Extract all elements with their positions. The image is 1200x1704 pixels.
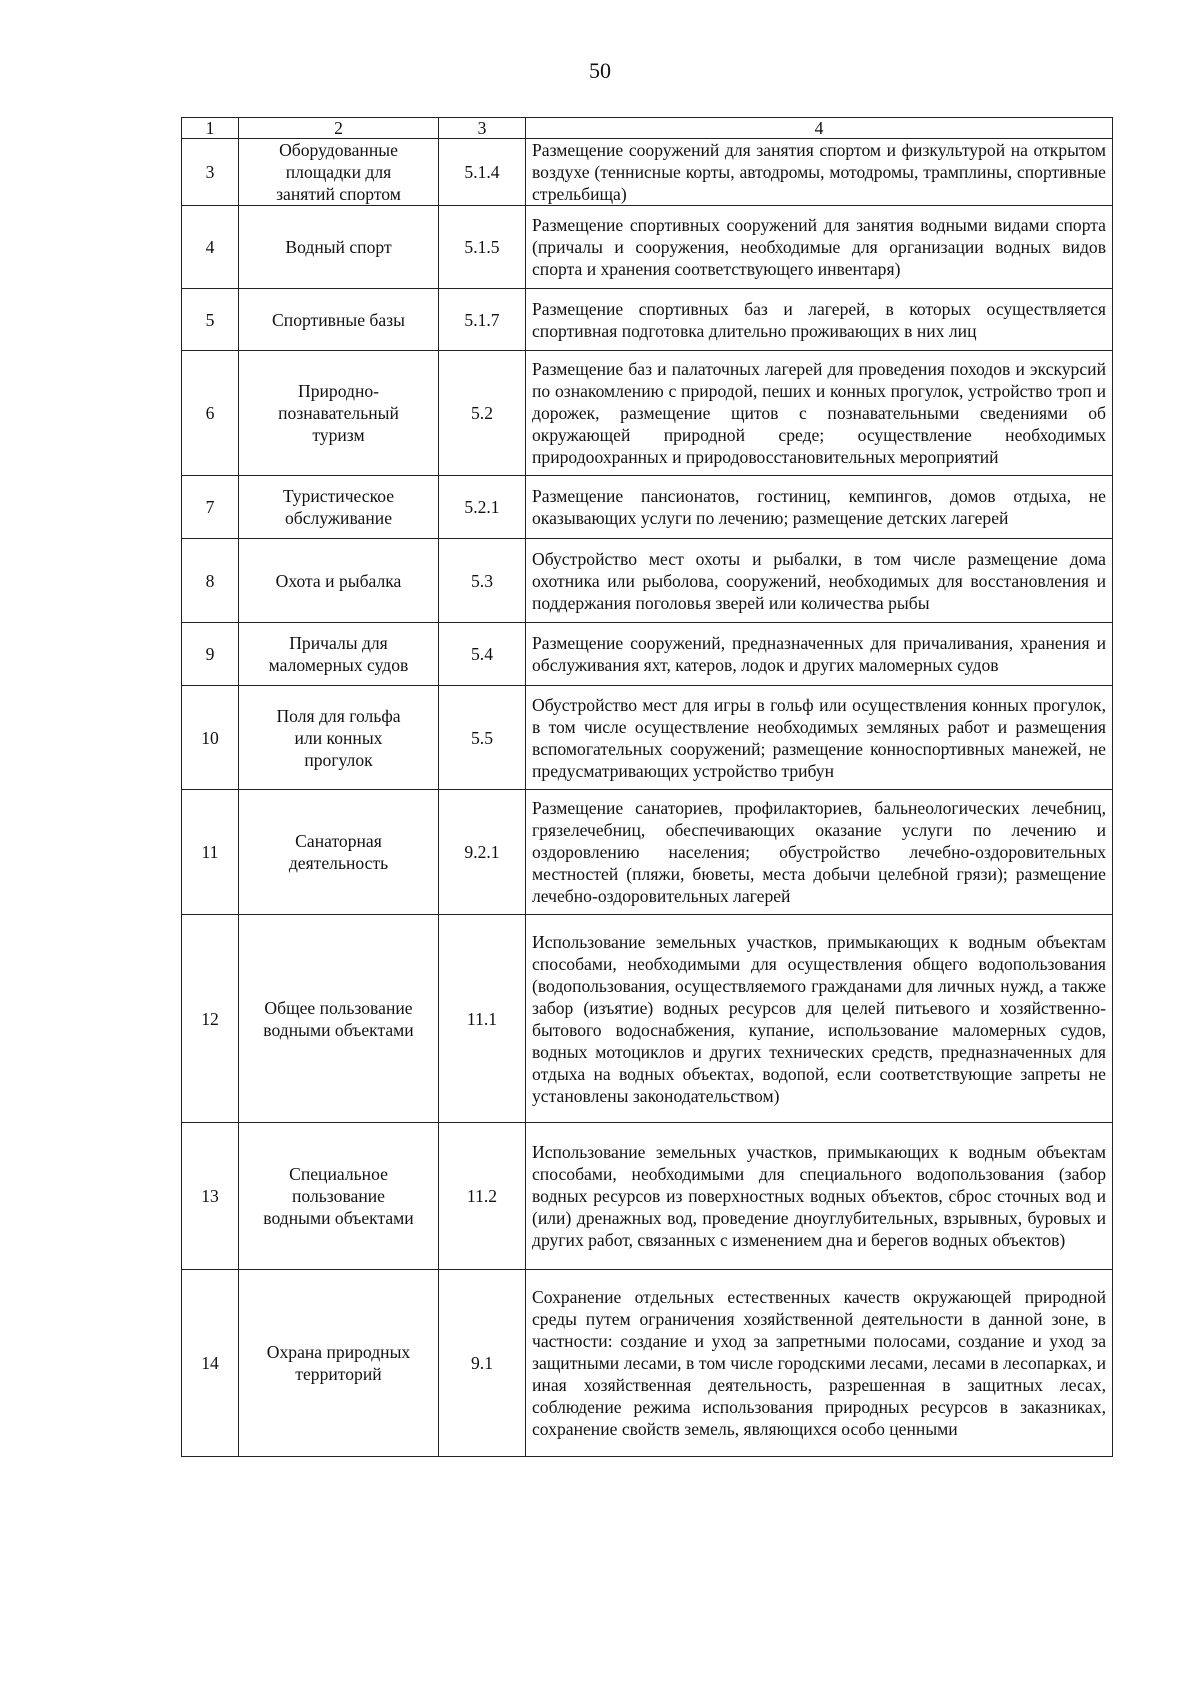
land-use-name-line: пользование (292, 1186, 385, 1206)
land-use-name (239, 790, 439, 915)
land-use-description: Обустройство мест охоты и рыбалки, в том числе размещение дома охотника или рыболова, сооружений, необходимых для восстановления и поддержания поголовья зверей или количества рыбы (526, 539, 1113, 623)
land-use-name-line: водными объектами (263, 1019, 414, 1040)
land-use-description: Размещение пансионатов, гостиниц, кемпингов, домов отдыха, не оказывающих услуги по лечению; размещение детских лагерей (526, 476, 1113, 539)
classifier-code: 5.3 (439, 539, 526, 623)
row-number: 4 (182, 206, 239, 289)
land-use-name (239, 686, 439, 790)
row-number: 13 (182, 1123, 239, 1270)
land-use-name-line: познавательный (278, 403, 399, 423)
classifier-code: 5.2.1 (439, 476, 526, 539)
land-use-name-line: Санаторная (295, 831, 382, 851)
header-col-3: 3 (439, 118, 526, 139)
land-use-table (181, 117, 1113, 1457)
classifier-code: 9.1 (439, 1270, 526, 1457)
land-use-name-line: или конных (294, 727, 383, 748)
land-use-name-line: Природно- (297, 381, 380, 401)
land-use-description: Сохранение отдельных естественных качеств окружающей природной среды путем ограничения хозяйственной деятельности в данной зоне, в частности: создание и уход за запретными полосами, создание и уход за защитными лесами, в том числе городскими лесами, лесами в лесопарках, и иная хозяйственная деятельность, разрешенная в защитных лесах, соблюдение режима использования природных ресурсов в заказниках, сохранение свойств земель, являющихся особо ценными (526, 1270, 1113, 1457)
land-use-name (239, 623, 439, 686)
classifier-code: 5.2 (439, 351, 526, 476)
row-number: 3 (182, 139, 239, 206)
land-use-name (239, 139, 439, 206)
land-use-description: Размещение санаториев, профилакториев, бальнеологических лечебниц, грязелечебниц, обеспечивающих оказание услуги по лечению и оздоровлению населения; обустройство лечебно-оздоровительных местностей (пляжи, бюветы, места добычи целебной грязи); размещение лечебно-оздоровительных лагерей (526, 790, 1113, 915)
classifier-code: 5.4 (439, 623, 526, 686)
row-number: 9 (182, 623, 239, 686)
table-row (182, 351, 1113, 476)
land-use-name-line: территорий (295, 1364, 382, 1384)
classifier-code: 5.1.5 (439, 206, 526, 289)
row-number: 10 (182, 686, 239, 790)
table-row (182, 1270, 1113, 1457)
land-use-name-line: Общее пользование (264, 997, 413, 1018)
land-use-name (239, 1123, 439, 1270)
classifier-code: 11.2 (439, 1123, 526, 1270)
land-use-name (239, 915, 439, 1123)
table-row (182, 139, 1113, 206)
land-use-name-line: Специальное (289, 1164, 388, 1184)
land-use-name-line: деятельность (288, 853, 389, 873)
land-use-name-line: Причалы для (289, 633, 388, 653)
land-use-name-line: Спортивные базы (272, 309, 405, 330)
land-use-name-line: Охота и рыбалка (275, 570, 402, 591)
land-use-description: Размещение баз и палаточных лагерей для проведения походов и экскурсий по ознакомлению с природой, пеших и конных прогулок, устройство троп и дорожек, размещение щитов с познавательными сведениями об окружающей природной среде; осуществление необходимых природоохранных и природовосстановительных мероприятий (526, 351, 1113, 476)
land-use-name-line: водными объектами (263, 1208, 414, 1228)
land-use-name (239, 1270, 439, 1457)
land-use-name (239, 476, 439, 539)
land-use-description: Обустройство мест для игры в гольф или осуществления конных прогулок, в том числе осуществление необходимых земляных работ и размещения вспомогательных сооружений; размещение конноспортивных манежей, не предусматривающих устройство трибун (526, 686, 1113, 790)
land-use-description: Размещение сооружений для занятия спортом и физкультурой на открытом воздухе (теннисные корты, автодромы, мотодромы, трамплины, спортивные стрельбища) (526, 139, 1113, 206)
classifier-code: 9.2.1 (439, 790, 526, 915)
land-use-name-line: Поля для гольфа (276, 705, 401, 726)
land-use-name-line: занятий спортом (276, 184, 401, 204)
table-header-row (182, 118, 1113, 139)
land-use-description: Использование земельных участков, примыкающих к водным объектам способами, необходимыми для осуществления общего водопользования (водопользования, осуществляемого гражданами для личных нужд, а также забор (изъятие) водных ресурсов для целей питьевого и хозяйственно-бытового водоснабжения, купание, использование маломерных судов, водных мотоциклов и других технических средств, предназначенных для отдыха на водных объектах, водопой, если соответствующие запреты не установлены законодательством) (526, 915, 1113, 1123)
header-col-4: 4 (526, 118, 1113, 139)
table-row (182, 206, 1113, 289)
land-use-description: Размещение сооружений, предназначенных для причаливания, хранения и обслуживания яхт, катеров, лодок и других маломерных судов (526, 623, 1113, 686)
header-col-1: 1 (182, 118, 239, 139)
row-number: 7 (182, 476, 239, 539)
land-use-name-line: Охрана природных (266, 1342, 411, 1362)
row-number: 8 (182, 539, 239, 623)
land-use-name-line: Водный спорт (285, 237, 392, 257)
table-row (182, 1123, 1113, 1270)
land-use-name-line: обслуживание (285, 508, 392, 528)
land-use-name-line: туризм (312, 425, 365, 445)
table-row (182, 915, 1113, 1123)
land-use-name (239, 289, 439, 351)
land-use-name (239, 539, 439, 623)
table-row (182, 539, 1113, 623)
land-use-name-line: прогулок (304, 749, 373, 770)
land-use-description: Размещение спортивных сооружений для занятия водными видами спорта (причалы и сооружения, необходимые для организации водных видов спорта и хранения соответствующего инвентаря) (526, 206, 1113, 289)
page-number: 50 (589, 58, 611, 83)
row-number: 6 (182, 351, 239, 476)
row-number: 14 (182, 1270, 239, 1457)
classifier-code: 5.1.4 (439, 139, 526, 206)
land-use-name-line: маломерных судов (268, 655, 409, 675)
land-use-name-line: Оборудованные (279, 140, 398, 160)
table-row (182, 623, 1113, 686)
table-row (182, 686, 1113, 790)
classifier-code: 11.1 (439, 915, 526, 1123)
table-row (182, 476, 1113, 539)
row-number: 12 (182, 915, 239, 1123)
land-use-name-line: Туристическое (282, 486, 395, 506)
land-use-description: Размещение спортивных баз и лагерей, в которых осуществляется спортивная подготовка длительно проживающих в них лиц (526, 289, 1113, 351)
row-number: 11 (182, 790, 239, 915)
row-number: 5 (182, 289, 239, 351)
classifier-code: 5.1.7 (439, 289, 526, 351)
classifier-code: 5.5 (439, 686, 526, 790)
table-row (182, 790, 1113, 915)
table-row (182, 289, 1113, 351)
land-use-name (239, 351, 439, 476)
land-use-name-line: площадки для (285, 162, 392, 182)
land-use-name (239, 206, 439, 289)
land-use-description: Использование земельных участков, примыкающих к водным объектам способами, необходимыми для специального водопользования (забор водных ресурсов из поверхностных водных объектов, сброс сточных вод и (или) дренажных вод, проведение дноуглубительных, взрывных, буровых и других работ, связанных с изменением дна и берегов водных объектов) (526, 1123, 1113, 1270)
header-col-2: 2 (239, 118, 439, 139)
